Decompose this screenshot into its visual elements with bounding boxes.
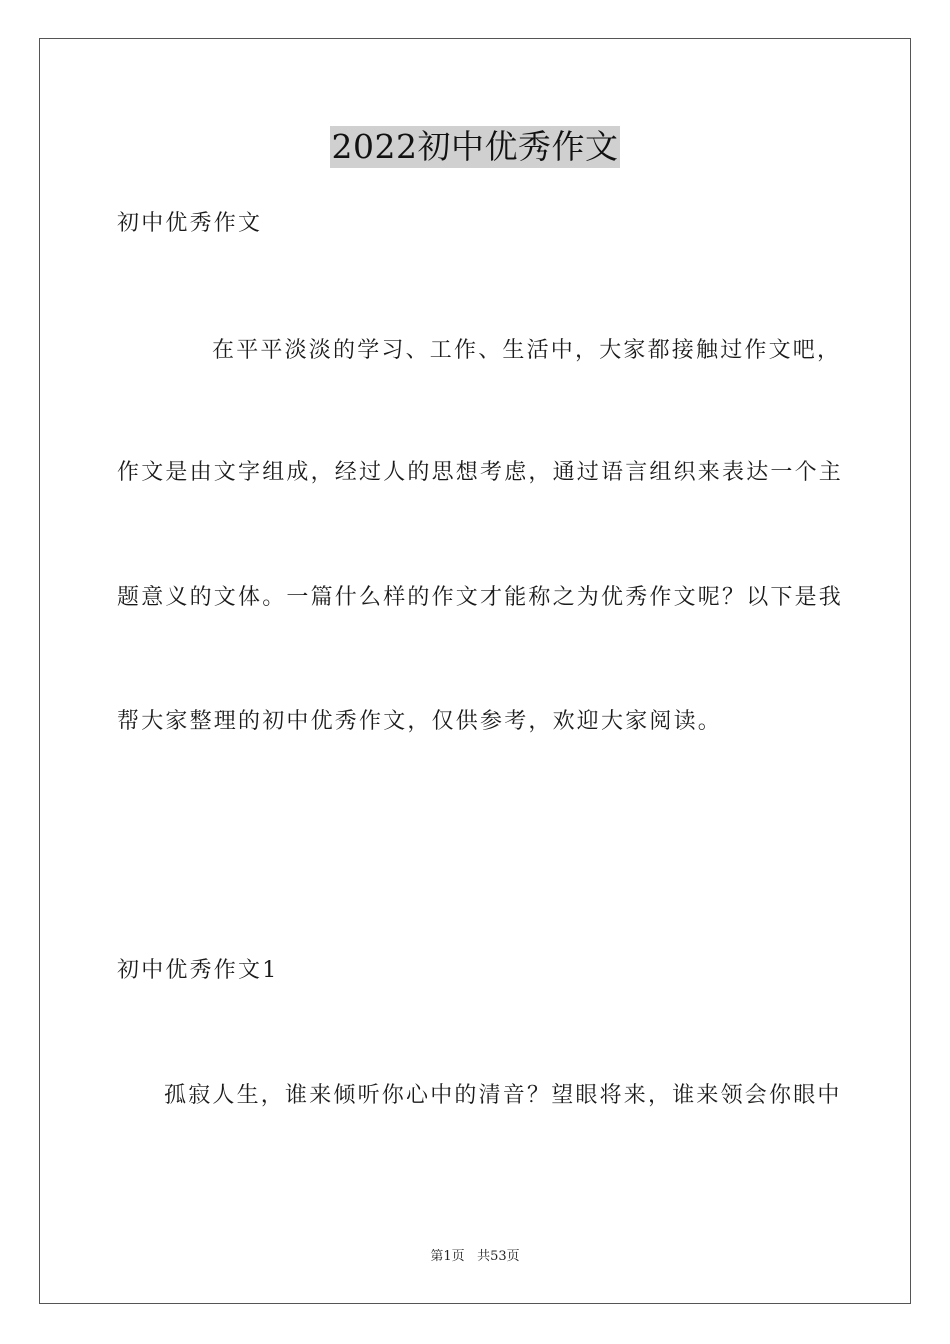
paragraph-line: 题意义的文体。一篇什么样的作文才能称之为优秀作文呢？以下是我 [117, 585, 844, 610]
paragraph-line: 在平平淡淡的学习、工作、生活中，大家都接触过作文吧， [212, 338, 842, 363]
document-title: 2022初中优秀作文 [331, 127, 619, 166]
paragraph-line: 孤寂人生，谁来倾听你心中的清音？望眼将来，谁来领会你眼中 [164, 1083, 842, 1108]
page-number: 第1页 [430, 1249, 465, 1264]
document-subtitle: 初中优秀作文 [117, 211, 263, 236]
paragraph-line: 帮大家整理的初中优秀作文，仅供参考，欢迎大家阅读。 [117, 709, 723, 734]
page-total: 共53页 [477, 1249, 520, 1264]
title-container [0, 126, 950, 168]
paragraph-line: 作文是由文字组成，经过人的思想考虑，通过语言组织来表达一个主 [117, 460, 844, 485]
section-heading: 初中优秀作文1 [117, 958, 279, 983]
page-footer [0, 1248, 950, 1266]
